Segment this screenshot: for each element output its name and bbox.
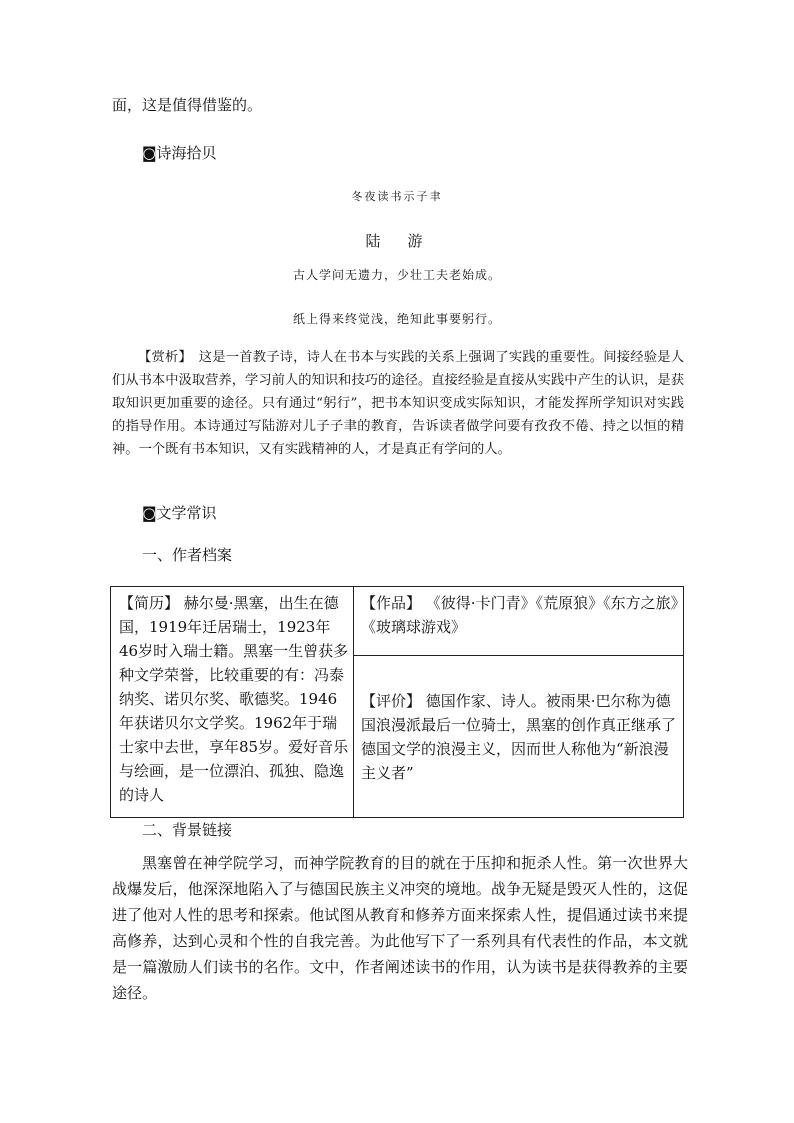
eval-label: 【评价】 (361, 692, 422, 710)
background-paragraph: 黑塞曾在神学院学习，而神学院教育的目的就在于压抑和扼杀人性。第一次世界大战爆发后，他深深地陷入了与德国民族主义冲突的境地。战争无疑是毁灭人性的，这促进了他对人性的思考和探索。他试图从教育和修养方面来探索人性，提倡通过读书来提高修养，达到心灵和个性的自我完善。为此他写下了一系列具有代表性的作品，本文就是一篇激励人们读书的名作。文中，作者阐述读书的作用，认为读书是获得教养的主要途径。 (112, 854, 688, 1002)
evaluation-cell (361, 689, 679, 785)
works-cell (361, 591, 679, 639)
continuation-text: 面，这是值得借鉴的。 (112, 96, 263, 114)
section-heading-poem: ◙诗海拾贝 (142, 144, 217, 162)
bio-text: 赫尔曼·黑塞，出生在德国，1919年迁居瑞士，1923年46岁时入瑞士籍。黑塞一生曾获多种文学荣誉，比较重要的有：冯泰纳奖、诺贝尔奖、歌德奖。1946年获诺贝尔文学奖。1962年于瑞士家中去世，享年85岁。爱好音乐与绘画，是一位漂泊、孤独、隐逸的诗人 (119, 594, 349, 804)
poem-line-2: 纸上得来终觉浅，绝知此事要躬行。 (292, 312, 501, 326)
table-divider-vertical (353, 587, 354, 817)
eval-text: 德国作家、诗人。被雨果·巴尔称为德国浪漫派最后一位骑士，黑塞的创作真正继承了德国文学的浪漫主义，因而世人称他为“新浪漫主义者” (361, 692, 677, 782)
works-label: 【作品】 (361, 594, 422, 612)
poem-line-1: 古人学问无遗力，少壮工夫老始成。 (292, 268, 501, 282)
bio-cell (119, 591, 349, 807)
poem-title: 冬夜读书示子聿 (351, 190, 443, 203)
author-profile-table (110, 586, 684, 818)
subheading-author-profile: 一、作者档案 (142, 546, 233, 564)
table-divider-horizontal (354, 655, 684, 656)
section-heading-literature: ◙文学常识 (142, 504, 217, 522)
analysis-label: 【赏析】 (138, 350, 186, 365)
poem-analysis (112, 346, 684, 461)
poem-author: 陆 游 (365, 232, 429, 250)
works-text: 《彼得·卡门青》《荒原狼》《东方之旅》《玻璃球游戏》 (361, 594, 679, 636)
bio-label: 【简历】 (119, 594, 180, 612)
analysis-text: 这是一首教子诗，诗人在书本与实践的关系上强调了实践的重要性。间接经验是人们从书本中汲取营养，学习前人的知识和技巧的途径。直接经验是直接从实践中产生的认识，是获取知识更加重要的途径。只有通过“躬行”，把书本知识变成实际知识，才能发挥所学知识对实践的指导作用。本诗通过写陆游对儿子子聿的教育，告诉读者做学问要有孜孜不倦、持之以恒的精神。一个既有书本知识，又有实践精神的人，才是真正有学问的人。 (112, 350, 685, 457)
subheading-background: 二、背景链接 (142, 821, 233, 839)
